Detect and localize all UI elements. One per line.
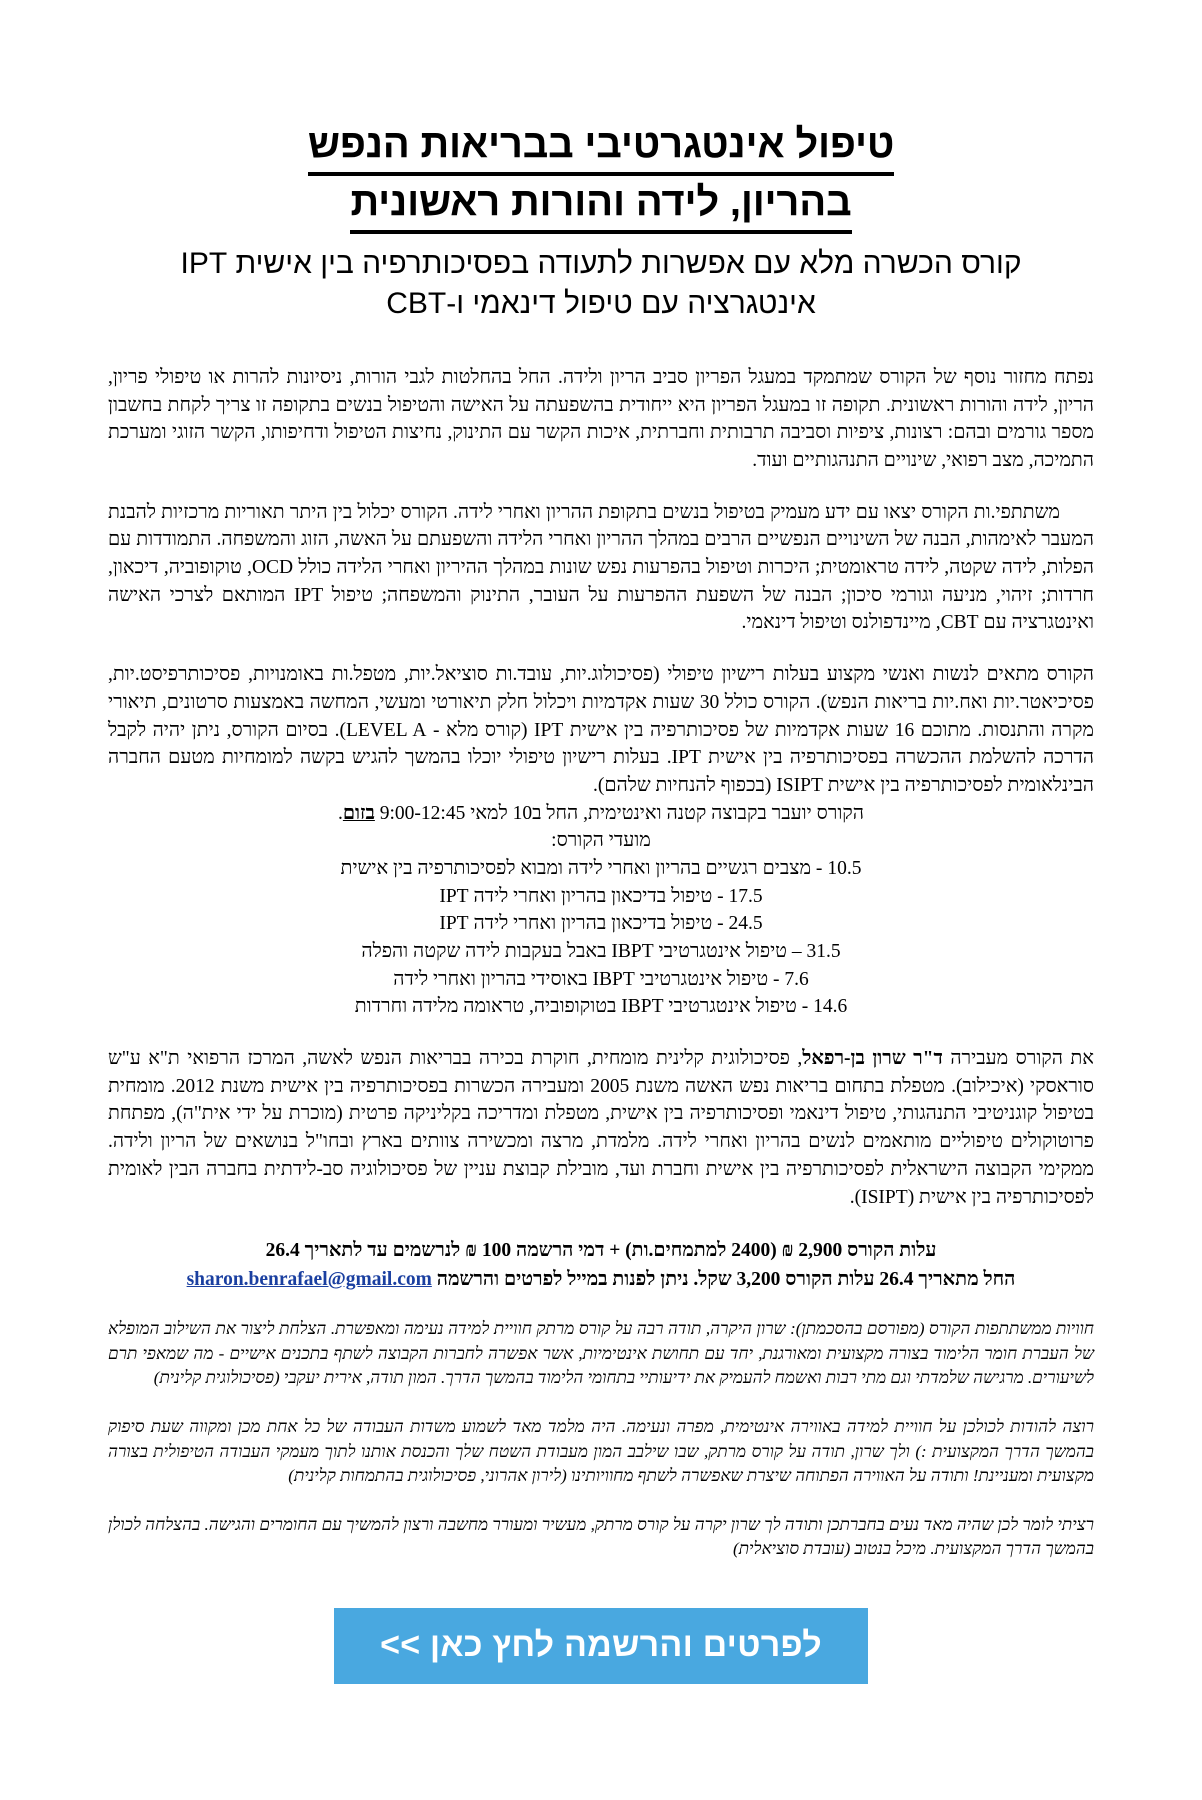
subtitle-line-2: אינטגרציה עם טיפול דינאמי ו-CBT [386,286,816,320]
list-item: 17.5 - טיפול בדיכאון בהריון ואחרי לידה IPT [439,885,763,907]
page-title [108,118,1094,234]
schedule-intro [108,800,1094,828]
paragraph-lecturer-bio [108,1045,1094,1211]
list-item: 31.5 – טיפול אינטגרטיבי IBPT באבל בעקבות לידה שקטה והפלה [361,941,841,963]
testimonial-3: רציתי לומר לכן שהיה מאד נעים בחברתכן ותודה לך שרון יקרה על קורס מרתק, מעשיר ומעורר מחשבה ורצון להמשיך עם החומרים והגישה. בהצלחה לכולן בהמשך הדרך המקצועית. מיכל בנטוב (עובדת סוציאלית) [108,1514,1094,1559]
cta-section [108,1608,1094,1684]
title-line-1: טיפול אינטגרטיבי בבריאות הנפש [308,118,894,176]
testimonials-section [108,1317,1094,1562]
paragraph-audience: הקורס מתאים לנשות ואנשי מקצוע בעלות רישיון טיפולי (פסיכולוג.יות, עובד.ות סוציאל.יות, מטפל.ות באומנויות, פסיכותרפיסט.יות, פסיכיאטר.יות ואח.יות בריאות הנפש). הקורס כולל 30 שעות אקדמיות ויכלול חלק תיאורטי ומעשי, המחשה באמצעות סרטונים, תיאורי מקרה והתנסות. מתוכם 16 שעות אקדמיות של פסיכותרפיה בין אישית IPT (קורס מלא - LEVEL A). בסיום הקורס, ניתן יהיה לקבל הדרכה להשלמת ההכשרה בפסיכותרפיה בין אישית IPT. בעלות רישיון טיפולי יוכלו בהמשך להגיש בקשה למומחיות מטעם החברה הבינלאומית לפסיכותרפיה בין אישית ISIPT (בכפוף להנחיות שלהם). [108,664,1094,796]
schedule-intro-post: . [338,802,343,824]
testimonial-2: רוצה להודות לכולכן על חוויית למידה באווירה אינטימית, מפרה ונעימה. היה מלמד מאד לשמוע משדות העבודה של כל אחת מכן ומקווה שעת סיפוק בהמשך הדרך המקצועית :) ולך שרון, תודה על קורס מרתק, שבו שילבב המון מעבודת השטח שלך והכנסת אותנו לתוך מעמקי העבודה הטיפולית בצורה מקצועית ומעניינת! ותודה על האווירה הפתוחה שיצרת שאפשרה לשתף מחוויותינו (לירון אהרוני, פסיכולוגית בהתמחות קלינית) [108,1416,1094,1486]
title-block [108,118,1094,324]
list-item: 14.6 - טיפול אינטגרטיבי IBPT בטוקופוביה, טראומה מלידה וחרדות [354,996,848,1018]
register-button[interactable]: לפרטים והרשמה לחץ כאן >> [334,1608,868,1684]
cost-late-text: החל מתאריך 26.4 עלות הקורס 3,200 שקל. ניתן לפנות במייל לפרטים והרשמה [431,1269,1016,1291]
lecturer-name: ד"ר שרון בן-רפאל [802,1048,943,1070]
course-dates-list [108,855,1094,1021]
body-content [108,364,1094,1684]
list-item: 10.5 - מצבים רגשיים בהריון ואחרי לידה ומבוא לפסיכותרפיה בין אישית [340,857,862,879]
schedule-intro-pre: הקורס יועבר בקבוצה קטנה ואינטימית, החל ב10 למאי [465,802,864,824]
lecturer-intro-pre: את הקורס מעבירה [942,1048,1094,1070]
cost-line-late [108,1266,1094,1295]
dates-header: מועדי הקורס: [551,830,651,852]
cost-line-early: עלות הקורס 2,900 ₪ (2400 למתמחים.ות) + דמי הרשמה 100 ₪ לנרשמים עד לתאריך 26.4 [265,1240,937,1262]
testimonial-1: חוויות ממשתתפות הקורס (מפורסם בהסכמתן): שרון היקרה, תודה רבה על קורס מרתק חוויית למידה נעימה ומאפשרת. הצלחת ליצור את השילוב המופלא של העברת חומר הלימוד בצורה מקצועית ומאורגנת, יחד עם תחושת אינטימיות, אשר אפשרה לחברות הקבוצה לשתף בתכנים אישיים - מה שמאפי תרם לשיעורים. מרגישה שלמדתי וגם מתי רבות ואשמח להעמיק את ידיעותיי בתחומי הלימוד בהמשך הדרך. המון תודה, אירית יעקבי (פסיכולוגית קלינית) [108,1318,1094,1388]
list-item: 24.5 - טיפול בדיכאון בהריון ואחרי לידה IPT [439,913,763,935]
list-item: 7.6 - טיפול אינטגרטיבי IBPT באוסידי בהריון ואחרי לידה [393,968,809,990]
subtitle-line-1: קורס הכשרה מלא עם אפשרות לתעודה בפסיכותרפיה בין אישית IPT [180,246,1022,280]
cost-block [108,1237,1094,1295]
lecturer-bio-text: , פסיכולוגית קלינית מומחית, חוקרת בכירה בבריאות הנפש לאשה, המרכז הרפואי ת"א ע"ש סוראסקי (איכילוב). מטפלת בתחום בריאות נפש האשה משנת 2005 ומעבירה הכשרות בפסיכותרפיה בין אישית משנת 2012. מומחית בטיפול קוגניטיבי התנהגותי, טיפול דינאמי ופסיכותרפיה בין אישית, מטפלת ומדריכה בקליניקה פרטית (מוכרת על ידי אית"ה), מפתחת פרוטוקולים טיפוליים מותאמים לנשים בהריון ואחרי לידה. מלמדת, מרצה ומכשירה צוותים בארץ ובחו"ל בנושאים של הריון ולידה. ממקימי הקבוצה הישראלית לפסיכותרפיה בין אישית וחברת ועד, מובילת קבוצת עניין של פסיכולוגיה סב-לידתית בחברה הבין לאומית לפסיכותרפיה בין אישית (ISIPT). [108,1048,1094,1208]
title-line-2: בהריון, לידה והורות ראשונית [350,176,851,234]
paragraph-intro: נפתח מחזור נוסף של הקורס שמתמקד במעגל הפריון סביב הריון ולידה. החל בהחלטות לגבי הורות, ניסיונות להרות או טיפולי פריון, הריון, לידה והורות ראשונית. תקופה זו במעגל הפריון היא ייחודית בהשפעתה על האישה והטיפול בנשים בתקופה זו צריך לקחת בחשבון מספר גורמים ובהם: רצונות, ציפיות וסביבה תרבותית וחברתית, איכות הקשר עם התינוק, נחיצות הטיפול ודחיפותו, הקשר הזוגי ומערכת התמיכה, מצב רפואי, שינויים התנהגותיים ועוד. [108,366,1094,472]
paragraph-content-overview: משתתפי.ות הקורס יצאו עם ידע מעמיק בטיפול בנשים בתקופת ההריון ואחרי לידה. הקורס יכלול בין היתר תאוריות מרכזיות להבנת המעבר לאימהות, הבנה של השינויים הנפשיים הרבים במהלך ההריון ואחרי הלידה והשפעתם על האשה, הזוג והמשפחה. התמודדות עם הפלות, לידה שקטה, לידה טראומטית; היכרות וטיפול בהפרעות נפש שונות במהלך ההיריון ואחרי הלידה כולל OCD, טוקופוביה, דיכאון, חרדות; זיהוי, מניעה וגורמי סיכון; הבנה של השפעת ההפרעות על העובר, התינוק והמשפחה; טיפול IPT המותאם לצרכי האישה ואינטגרציה עם CBT, מיינדפולנס וטיפול דינאמי. [108,501,1094,634]
schedule-zoom-label: בזום [342,802,375,824]
schedule-time: 9:00-12:45 [379,802,466,824]
contact-email-link[interactable]: sharon.benrafael@gmail.com [186,1269,432,1291]
